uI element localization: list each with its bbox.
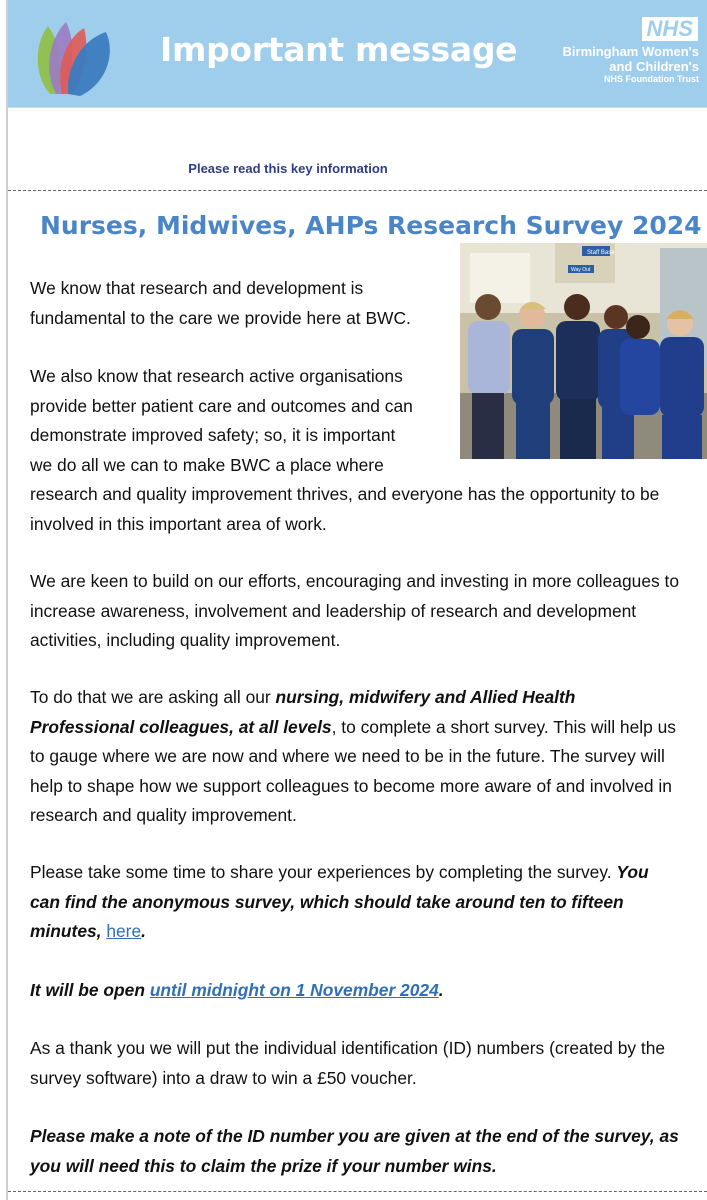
paragraph-id-note <box>30 1122 679 1181</box>
trust-name-line2: and Children's <box>609 59 699 74</box>
text-line: increase awareness, involvement and leadership of research and development <box>30 600 637 621</box>
key-info-notice: Please read this key information <box>188 161 388 176</box>
header-banner <box>8 0 707 107</box>
trust-subtitle: NHS Foundation Trust <box>604 74 699 84</box>
paragraph-prize-draw <box>30 1034 665 1093</box>
emphasis-text: . <box>438 980 444 1000</box>
emphasis-text: nursing, midwifery and Allied Health <box>275 687 576 707</box>
emphasis-text: minutes, <box>30 921 107 941</box>
emphasis-text: . <box>141 921 146 941</box>
paragraph-take-survey <box>30 858 649 947</box>
text-line: demonstrate improved safety; so, it is important <box>30 425 396 445</box>
emphasis-text: Professional colleagues, at all levels <box>30 716 332 737</box>
text-line: fundamental to the care we provide here at BWC. <box>30 307 411 328</box>
text-line: to gauge where we are now and where we need to be in the future. The survey will <box>30 746 665 766</box>
page-frame-edge <box>6 0 8 1200</box>
survey-headline: Nurses, Midwives, AHPs Research Survey 2024 <box>40 211 702 240</box>
emphasis-text: You <box>616 862 649 882</box>
paragraph-deadline <box>30 976 444 1006</box>
text-line: We also know that research active organisations <box>30 366 403 386</box>
dashed-divider-top <box>8 190 707 191</box>
text-line: To do that we are asking all our <box>30 687 276 707</box>
text-line: Please take some time to share your experiences by completing the survey. <box>30 862 617 882</box>
text-line: help to shape how we support colleagues to become more aware of and involved in <box>30 775 672 796</box>
header-divider <box>8 107 707 108</box>
deadline-link[interactable]: until midnight on 1 November 2024 <box>149 980 439 1000</box>
text-line: provide better patient care and outcomes and can <box>30 395 413 416</box>
text-line: research and quality improvement thrives, and everyone has the opportunity to be <box>30 484 660 504</box>
paragraph-intro <box>30 274 411 333</box>
emphasis-text: you will need this to claim the prize if your number wins. <box>30 1155 497 1176</box>
emphasis-text: Please make a note of the ID number you are given at the end of the survey, as <box>30 1126 679 1146</box>
trust-name <box>563 44 699 74</box>
page-title: Important message <box>160 30 518 69</box>
text-line: involved in this important area of work. <box>30 513 327 534</box>
emphasis-text: It will be open <box>30 980 150 1000</box>
petal-logo-icon <box>30 14 120 98</box>
survey-link[interactable]: here <box>106 921 142 941</box>
text-line: As a thank you we will put the individual identification (ID) numbers (created by the <box>30 1038 666 1058</box>
text-line: we do all we can to make BWC a place where <box>30 454 384 475</box>
svg-text:Way Out: Way Out <box>571 267 591 273</box>
paragraph-survey-request <box>30 683 676 831</box>
text-line: activities, including quality improvement. <box>30 630 341 650</box>
paragraph-research-active <box>30 362 659 539</box>
text-line: survey software) into a draw to win a £50 voucher. <box>30 1067 417 1088</box>
text-line: research and quality improvement. <box>30 805 297 825</box>
dashed-divider-bottom <box>8 1191 707 1192</box>
text-line: , to complete a short survey. This will help us <box>331 716 676 737</box>
text-line: We are keen to build on our efforts, encouraging and investing in more colleagues to <box>30 571 680 591</box>
trust-name-line1: Birmingham Women's <box>562 44 699 59</box>
svg-text:Staff Base: Staff Base <box>587 250 615 256</box>
nhs-logo: NHS <box>642 17 698 41</box>
emphasis-text: can find the anonymous survey, which should take around ten to fifteen <box>30 891 624 912</box>
text-line: We know that research and development is <box>30 278 364 298</box>
paragraph-build-efforts <box>30 567 679 656</box>
